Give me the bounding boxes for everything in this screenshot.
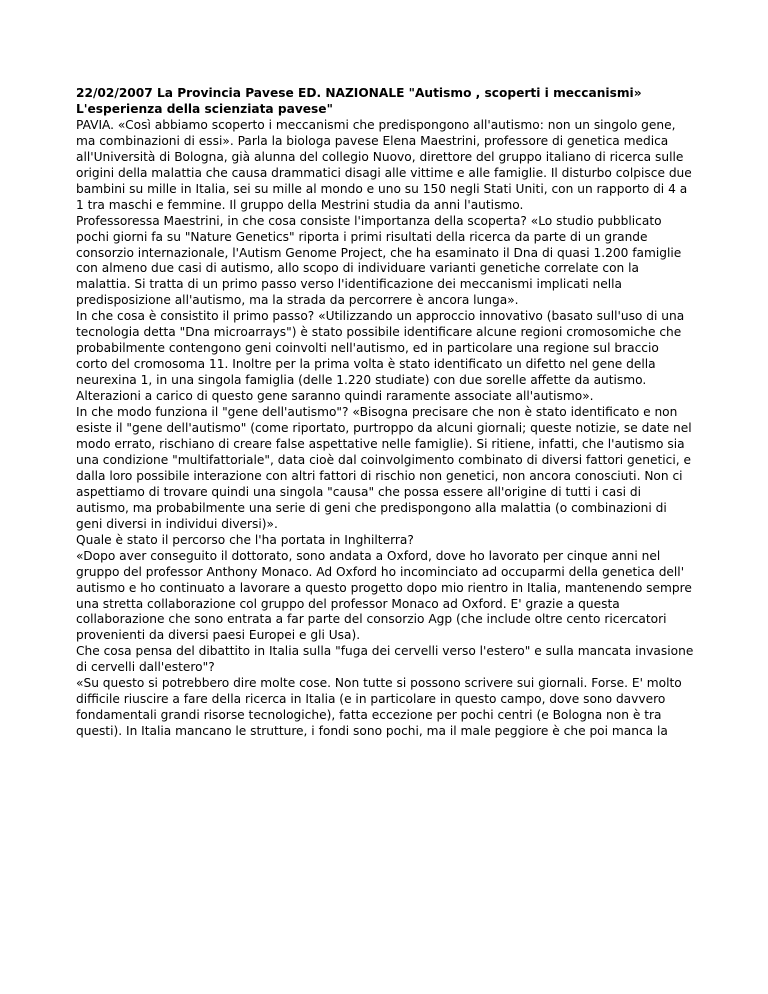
paragraph-question-importance: Professoressa Maestrini, in che cosa consiste l'importanza della scoperta? «Lo studio pubblicato pochi giorni fa su "Nature Genetics" riporta i primi risultati della ricerca da parte di un grande consorzio internazionale, l'Autism Genome Project, che ha esaminato il Dna di quasi 1.200 famiglie con almeno due casi di autismo, allo scopo di individuare varianti genetiche correlate con la malattia. Si tratta di un primo passo verso l'identificazione dei meccanismi implicati nella predisposizione all'autismo, ma la strada da percorrere è ancora lunga». xyxy=(76,213,682,308)
paragraph-oxford: «Dopo aver conseguito il dottorato, sono andata a Oxford, dove ho lavorato per cinque anni nel gruppo del professor Anthony Monaco. Ad Oxford ho incominciato ad occuparmi della genetica dell' autismo e ho continuato a lavorare a questo progetto dopo mio rientro in Italia, mantenendo sempre una stretta collaborazione col gruppo del professor Monaco ad Oxford. E' grazie a questa collaborazione che sono entrata a far parte del consorzio Agp (che include oltre cento ricercatori provenienti da diversi paesi Europei e gli Usa). xyxy=(76,548,692,643)
article xyxy=(76,86,694,740)
paragraph-question-england: Quale è stato il percorso che l'ha portata in Inghilterra? xyxy=(76,532,414,547)
paragraph-first-step: In che cosa è consistito il primo passo? «Utilizzando un approccio innovativo (basato sull'uso di una tecnologia detta "Dna microarrays") è stato possibile identificare alcune regioni cromosomiche che probabilmente contengono geni coinvolti nell'autismo, ed in particolare una regione sul braccio corto del cromosoma 11. Inoltre per la prima volta è stato identificato un difetto nel gene della neurexina 1, in una singola famiglia (delle 1.220 studiate) con due sorelle affette da autismo. Alterazioni a carico di questo gene saranno quindi raramente associate all'autismo». xyxy=(76,309,685,404)
paragraph-intro: PAVIA. «Così abbiamo scoperto i meccanismi che predispongono all'autismo: non un singolo gene, ma combinazioni di essi». Parla la biologa pavese Elena Maestrini, professore di genetica medica all'Università di Bologna, già alunna del collegio Nuovo, direttore del gruppo italiano di ricerca sulle origini della malattia che causa drammatici disagi alle vittime e alle famiglie. Il disturbo colpisce due bambini su mille in Italia, sei su mille al mondo e uno su 150 negli Stati Uniti, con un rapporto di 4 a 1 tra maschi e femmine. Il gruppo della Mestrini studia da anni l'autismo. xyxy=(76,117,692,212)
paragraph-research-italy: «Su questo si potrebbero dire molte cose. Non tutte si possono scrivere sui giornali. Forse. E' molto difficile riuscire a fare della ricerca in Italia (e in particolare in questo campo, dove sono davvero fondamentali grandi risorse tecnologiche), fatta eccezione per pochi centri (e Bologna non è tra questi). In Italia mancano le strutture, i fondi sono pochi, ma il male peggiore è che poi manca la xyxy=(76,676,682,739)
paragraph-autism-gene: In che modo funziona il "gene dell'autismo"? «Bisogna precisare che non è stato identificato e non esiste il "gene dell'autismo" (come riportato, purtroppo da alcuni giornali; queste notizie, se date nel modo errato, rischiano di creare false aspettative nelle famiglie). Si ritiene, infatti, che l'autismo sia una condizione "multifattoriale", data cioè dal coinvolgimento combinato di diversi fattori genetici, e dalla loro possibile interazione con altri fattori di rischio non genetici, non ancora conosciuti. Non ci aspettiamo di trovare quindi una singola "causa" che possa essere all'origine di tutti i casi di autismo, ma probabilmente una serie di geni che predispongono alla malattia (o combinazioni di geni diversi in individui diversi)». xyxy=(76,405,692,531)
article-headline: 22/02/2007 La Provincia Pavese ED. NAZIONALE "Autismo , scoperti i meccanismi» L'esperienza della scienziata pavese" xyxy=(76,86,642,116)
paragraph-question-brain-drain: Che cosa pensa del dibattito in Italia sulla "fuga dei cervelli verso l'estero" e sulla mancata invasione di cervelli dall'estero"? xyxy=(76,644,694,675)
